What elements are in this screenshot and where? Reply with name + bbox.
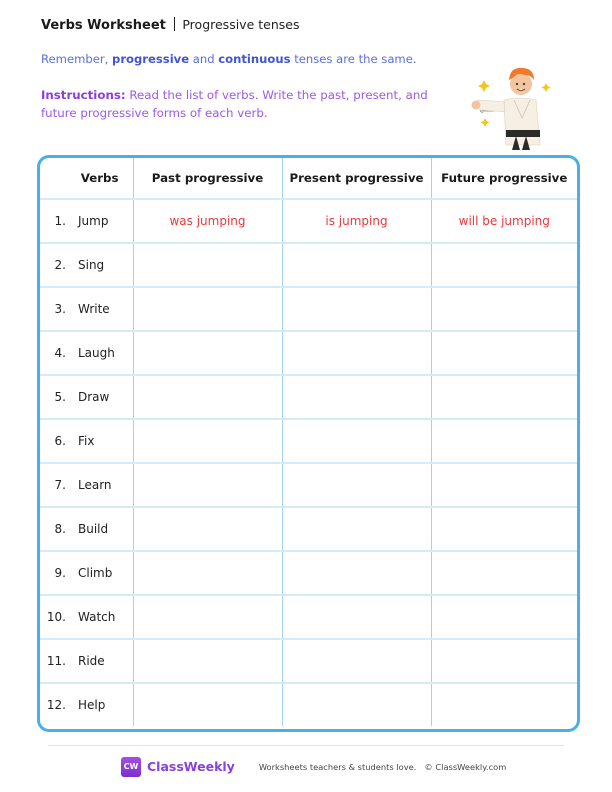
- verb-cell: [40, 199, 133, 243]
- row-number: 12.: [46, 698, 66, 712]
- past-progressive-answer[interactable]: [133, 507, 282, 551]
- future-progressive-answer[interactable]: [431, 551, 577, 595]
- future-progressive-answer[interactable]: [431, 639, 577, 683]
- footer-tagline: Worksheets teachers & students love.: [258, 761, 417, 772]
- column-header-present: Present progressive: [282, 158, 431, 199]
- table-row: [40, 507, 577, 551]
- row-number: 6.: [54, 434, 66, 448]
- verb-cell: [40, 419, 133, 463]
- present-progressive-answer[interactable]: [282, 595, 431, 639]
- table-row: [40, 243, 577, 287]
- verbs-table-frame: [37, 155, 580, 732]
- verb-cell: [40, 375, 133, 419]
- instructions: [41, 86, 461, 122]
- present-progressive-answer[interactable]: [282, 639, 431, 683]
- table-row: [40, 551, 577, 595]
- future-progressive-answer[interactable]: [431, 419, 577, 463]
- column-header-past: Past progressive: [133, 158, 282, 199]
- verb-label: Build: [78, 522, 109, 536]
- verb-label: Learn: [78, 478, 112, 492]
- present-progressive-answer[interactable]: [282, 243, 431, 287]
- past-progressive-answer[interactable]: [133, 287, 282, 331]
- table-row: [40, 639, 577, 683]
- footer-divider: [48, 745, 564, 746]
- row-number: 4.: [54, 346, 66, 360]
- past-progressive-answer[interactable]: [133, 331, 282, 375]
- title-main: Verbs Worksheet: [41, 18, 166, 33]
- future-progressive-answer[interactable]: [431, 463, 577, 507]
- verb-cell: [40, 331, 133, 375]
- present-progressive-answer[interactable]: [282, 683, 431, 726]
- future-progressive-answer[interactable]: [431, 683, 577, 726]
- remember-term-progressive: progressive: [112, 52, 190, 66]
- past-progressive-answer[interactable]: [133, 375, 282, 419]
- column-header-future: Future progressive: [431, 158, 577, 199]
- row-number: 1.: [54, 214, 66, 228]
- past-progressive-answer[interactable]: [133, 683, 282, 726]
- present-progressive-answer[interactable]: [282, 331, 431, 375]
- future-progressive-answer[interactable]: [431, 507, 577, 551]
- table-row: [40, 287, 577, 331]
- row-number: 2.: [54, 258, 66, 272]
- table-row: [40, 199, 577, 243]
- row-number: 5.: [54, 390, 66, 404]
- present-progressive-answer[interactable]: [282, 551, 431, 595]
- row-number: 8.: [54, 522, 66, 536]
- verb-label: Fix: [78, 434, 95, 448]
- future-progressive-answer[interactable]: [431, 595, 577, 639]
- past-progressive-answer[interactable]: [133, 463, 282, 507]
- past-progressive-answer[interactable]: [133, 551, 282, 595]
- row-number: 9.: [54, 566, 66, 580]
- remember-term-continuous: continuous: [218, 52, 291, 66]
- title-subtitle: Progressive tenses: [182, 17, 300, 32]
- verb-label: Jump: [78, 214, 109, 228]
- present-progressive-answer[interactable]: [282, 375, 431, 419]
- present-progressive-answer[interactable]: [282, 507, 431, 551]
- row-number: 7.: [54, 478, 66, 492]
- row-number: 10.: [46, 610, 66, 624]
- present-progressive-answer[interactable]: is jumping: [282, 199, 431, 243]
- column-header-verbs: Verbs: [40, 158, 133, 199]
- table-row: [40, 331, 577, 375]
- verb-label: Draw: [78, 390, 110, 404]
- instructions-label: Instructions:: [41, 88, 126, 102]
- row-number: 11.: [46, 654, 66, 668]
- verb-label: Watch: [78, 610, 116, 624]
- verb-label: Help: [78, 698, 106, 712]
- future-progressive-answer[interactable]: [431, 243, 577, 287]
- present-progressive-answer[interactable]: [282, 287, 431, 331]
- past-progressive-answer[interactable]: [133, 243, 282, 287]
- present-progressive-answer[interactable]: [282, 463, 431, 507]
- past-progressive-answer[interactable]: [133, 639, 282, 683]
- instructions-text: Read the list of verbs. Write the past, present, and future progressive forms of each verb.: [41, 88, 428, 120]
- table-row: [40, 419, 577, 463]
- remember-prefix: Remember,: [41, 52, 113, 66]
- future-progressive-answer[interactable]: [431, 287, 577, 331]
- verb-cell: [40, 639, 133, 683]
- future-progressive-answer[interactable]: will be jumping: [431, 199, 577, 243]
- verb-label: Sing: [78, 258, 105, 272]
- verb-label: Write: [78, 302, 110, 316]
- present-progressive-answer[interactable]: [282, 419, 431, 463]
- worksheet-title: [41, 17, 299, 33]
- verb-cell: [40, 595, 133, 639]
- karate-boy-illustration: [468, 50, 573, 150]
- table-row: [40, 683, 577, 726]
- footer: [121, 756, 506, 777]
- verb-label: Ride: [78, 654, 105, 668]
- past-progressive-answer[interactable]: was jumping: [133, 199, 282, 243]
- title-divider: [174, 17, 176, 31]
- future-progressive-answer[interactable]: [431, 331, 577, 375]
- footer-copyright: © ClassWeekly.com: [424, 761, 507, 772]
- remember-middle: and: [189, 52, 219, 66]
- verb-cell: [40, 243, 133, 287]
- remember-note: [41, 52, 417, 66]
- table-header-row: [40, 158, 577, 199]
- past-progressive-answer[interactable]: [133, 595, 282, 639]
- classweekly-logo-icon: CW: [121, 757, 141, 777]
- row-number: 3.: [54, 302, 66, 316]
- future-progressive-answer[interactable]: [431, 375, 577, 419]
- verb-label: Laugh: [78, 346, 115, 360]
- verb-cell: [40, 463, 133, 507]
- verb-label: Climb: [78, 566, 113, 580]
- remember-suffix: tenses are the same.: [290, 52, 417, 66]
- table-row: [40, 595, 577, 639]
- past-progressive-answer[interactable]: [133, 419, 282, 463]
- brand-name: ClassWeekly: [147, 759, 235, 774]
- table-row: [40, 375, 577, 419]
- verb-cell: [40, 551, 133, 595]
- table-row: [40, 463, 577, 507]
- verb-cell: [40, 507, 133, 551]
- verb-cell: [40, 287, 133, 331]
- verb-cell: [40, 683, 133, 726]
- verbs-table: [40, 158, 577, 726]
